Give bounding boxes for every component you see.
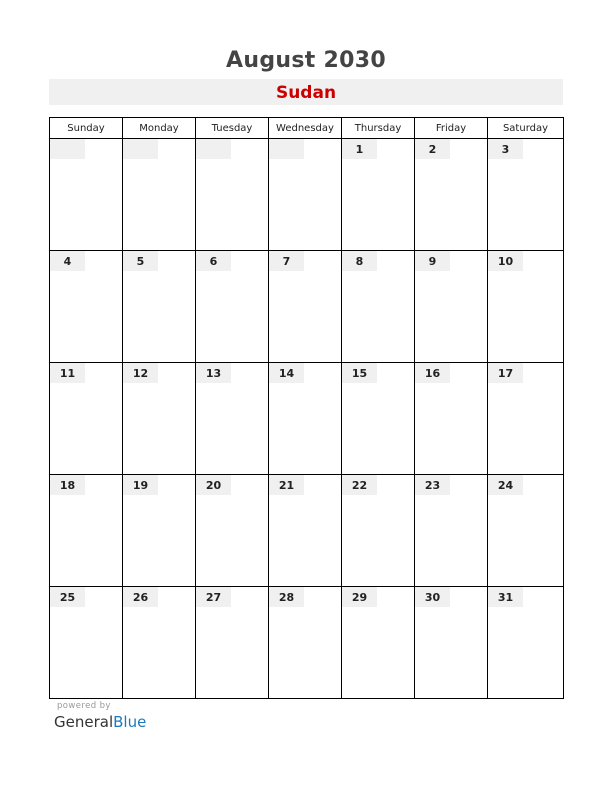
day-cell — [123, 251, 196, 363]
day-number: 10 — [488, 251, 523, 271]
day-number: 3 — [488, 139, 523, 159]
day-cell — [50, 251, 123, 363]
week-row — [50, 475, 564, 587]
powered-by-label: powered by — [57, 701, 111, 711]
weekday-tuesday: Tuesday — [196, 118, 269, 139]
country-label: Sudan — [49, 79, 563, 105]
day-cell — [123, 475, 196, 587]
day-number: 14 — [269, 363, 304, 383]
day-number: 15 — [342, 363, 377, 383]
day-number: 12 — [123, 363, 158, 383]
day-cell — [269, 139, 342, 251]
day-number: 28 — [269, 587, 304, 607]
day-cell — [269, 363, 342, 475]
weekday-monday: Monday — [123, 118, 196, 139]
day-cell — [415, 363, 488, 475]
day-cell — [269, 587, 342, 699]
day-cell — [123, 363, 196, 475]
day-cell — [342, 251, 415, 363]
day-number: 7 — [269, 251, 304, 271]
day-number: 18 — [50, 475, 85, 495]
day-number: 24 — [488, 475, 523, 495]
week-row — [50, 139, 564, 251]
day-cell — [488, 587, 564, 699]
day-cell — [196, 139, 269, 251]
logo-text-general: General — [54, 713, 114, 731]
day-number — [269, 139, 304, 159]
day-cell — [196, 363, 269, 475]
day-cell — [196, 475, 269, 587]
day-cell — [50, 475, 123, 587]
day-cell — [415, 475, 488, 587]
day-number: 4 — [50, 251, 85, 271]
day-cell — [123, 587, 196, 699]
calendar-grid — [49, 117, 564, 699]
day-number: 30 — [415, 587, 450, 607]
day-cell — [488, 475, 564, 587]
day-number: 22 — [342, 475, 377, 495]
day-number: 19 — [123, 475, 158, 495]
day-number: 13 — [196, 363, 231, 383]
day-cell — [342, 363, 415, 475]
week-row — [50, 587, 564, 699]
weekday-sunday: Sunday — [50, 118, 123, 139]
day-number: 20 — [196, 475, 231, 495]
day-cell — [269, 251, 342, 363]
day-cell — [269, 475, 342, 587]
day-cell — [196, 251, 269, 363]
day-cell — [123, 139, 196, 251]
day-number: 1 — [342, 139, 377, 159]
day-number: 29 — [342, 587, 377, 607]
week-row — [50, 251, 564, 363]
day-cell — [342, 475, 415, 587]
day-number: 6 — [196, 251, 231, 271]
day-cell — [415, 587, 488, 699]
day-number: 26 — [123, 587, 158, 607]
day-number: 8 — [342, 251, 377, 271]
day-number — [50, 139, 85, 159]
day-number: 5 — [123, 251, 158, 271]
week-row — [50, 363, 564, 475]
day-number: 16 — [415, 363, 450, 383]
day-number: 23 — [415, 475, 450, 495]
day-number: 17 — [488, 363, 523, 383]
weekday-saturday: Saturday — [488, 118, 564, 139]
day-cell — [415, 139, 488, 251]
day-cell — [50, 587, 123, 699]
day-cell — [488, 251, 564, 363]
day-cell — [415, 251, 488, 363]
day-cell — [50, 363, 123, 475]
day-number — [196, 139, 231, 159]
logo-text-blue: Blue — [113, 713, 147, 731]
day-cell — [488, 139, 564, 251]
calendar-title: August 2030 — [226, 48, 386, 73]
weekday-friday: Friday — [415, 118, 488, 139]
day-number: 27 — [196, 587, 231, 607]
day-cell — [50, 139, 123, 251]
weekday-thursday: Thursday — [342, 118, 415, 139]
day-number: 2 — [415, 139, 450, 159]
weekday-header-row — [50, 118, 564, 139]
generalblue-logo[interactable] — [54, 713, 146, 731]
day-number: 21 — [269, 475, 304, 495]
day-number — [123, 139, 158, 159]
day-cell — [488, 363, 564, 475]
day-cell — [342, 587, 415, 699]
day-number: 25 — [50, 587, 85, 607]
day-cell — [342, 139, 415, 251]
day-cell — [196, 587, 269, 699]
day-number: 11 — [50, 363, 85, 383]
weekday-wednesday: Wednesday — [269, 118, 342, 139]
day-number: 31 — [488, 587, 523, 607]
day-number: 9 — [415, 251, 450, 271]
